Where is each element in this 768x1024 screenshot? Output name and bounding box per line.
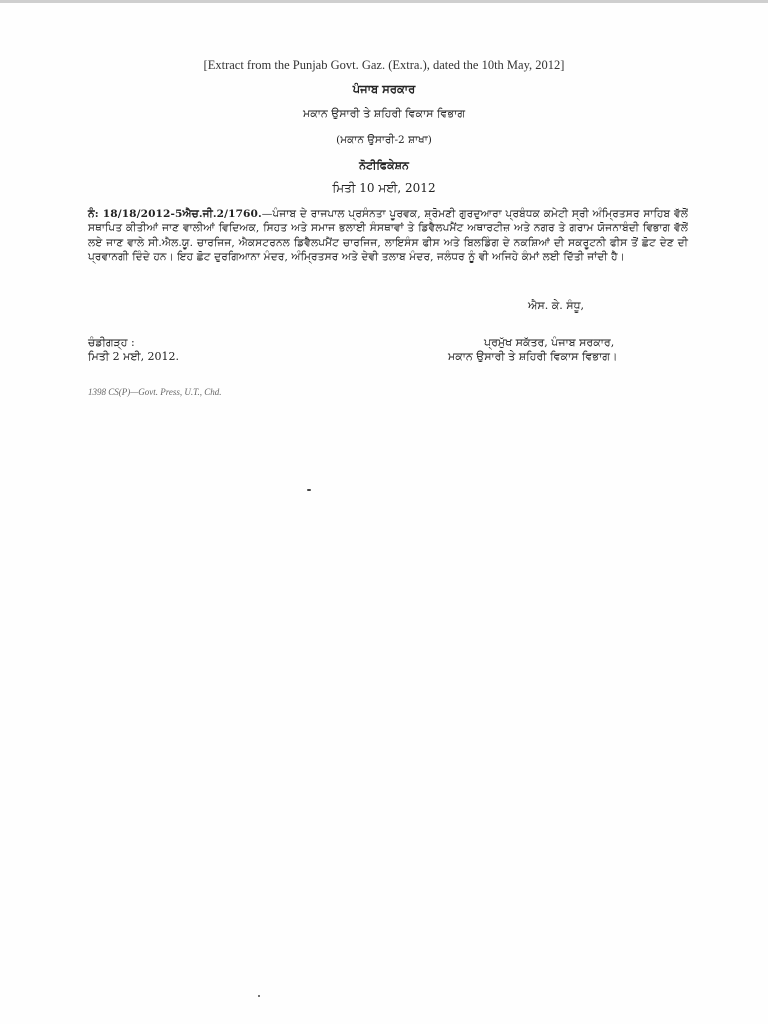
notification-text: —ਪੰਜਾਬ ਦੇ ਰਾਜਪਾਲ ਪ੍ਰਸੰਨਤਾ ਪੂਰਵਕ, ਸ਼੍ਰੋਮਣੀ ਗੁਰਦੁਆਰਾ ਪ੍ਰਬੰਧਕ ਕਮੇਟੀ ਸ੍ਰੀ ਅੰਮ੍ਰਿਤਸਰ ਸਾਹਿਬ ਵੱਲੋਂ ਸਥਾਪਿਤ ਕੀਤੀਆਂ ਜਾਣ ਵਾਲੀਆਂ ਵਿਦਿਅਕ, ਸਿਹਤ ਅਤੇ ਸਮਾਜ ਭਲਾਈ ਸੰਸਥਾਵਾਂ ਤੇ ਡਿਵੈਲਪਮੈਂਟ ਅਥਾਰਟੀਜ਼ ਅਤੇ ਨਗਰ ਤੇ ਗਰਾਮ ਯੋਜਨਾਬੰਦੀ ਵਿਭਾਗ ਵੱਲੋਂ ਲਏ ਜਾਣ ਵਾਲੇ ਸੀ.ਐਲ.ਯੂ. ਚਾਰਜਿਜ, ਐਕਸਟਰਨਲ ਡਿਵੈਲਪਮੈਂਟ ਚਾਰਜਿਜ, ਲਾਇਸੰਸ ਫੀਸ ਅਤੇ ਬਿਲਡਿੰਗ ਦੇ ਨਕਸ਼ਿਆਂ ਦੀ ਸਕਰੂਟਨੀ ਫੀਸ ਤੋਂ ਛੋਟ ਦੇਣ ਦੀ ਪ੍ਰਵਾਨਗੀ ਦਿੰਦੇ ਹਨ। ਇਹ ਛੋਟ ਦੁਰਗਿਆਨਾ ਮੰਦਰ, ਅੰਮ੍ਰਿਤਸਰ ਅਤੇ ਦੇਵੀ ਤਲਾਬ ਮੰਦਰ, ਜਲੰਧਰ ਨੂੰ ਵੀ ਅਜਿਹੇ ਕੰਮਾਂ ਲਈ ਦਿੱਤੀ ਜਾਂਦੀ ਹੈ। [88, 208, 688, 264]
scan-speck [307, 489, 311, 491]
government-heading: ਪੰਜਾਬ ਸਰਕਾਰ [352, 82, 416, 96]
notification-heading: ਨੋਟੀਫਿਕੇਸ਼ਨ [359, 159, 409, 172]
signatory-designation: ਪ੍ਰਮੁੱਖ ਸਕੱਤਰ, ਪੰਜਾਬ ਸਰਕਾਰ, [484, 336, 615, 349]
place-name: ਚੰਡੀਗੜ੍ਹ : [88, 336, 135, 349]
signatory-department: ਮਕਾਨ ਉਸਾਰੀ ਤੇ ਸ਼ਹਿਰੀ ਵਿਕਾਸ ਵਿਭਾਗ। [448, 350, 618, 363]
notification-date: ਮਿਤੀ 10 ਮਈ, 2012 [332, 181, 436, 195]
scan-speck [258, 995, 260, 997]
department-heading: ਮਕਾਨ ਉਸਾਰੀ ਤੇ ਸ਼ਹਿਰੀ ਵਿਕਾਸ ਵਿਭਾਗ [303, 107, 465, 120]
notification-number: ਨੰ: 18/18/2012-5ਐਚ.ਜੀ.2/1760. [88, 208, 262, 220]
gazette-extract-line: [Extract from the Punjab Govt. Gaz. (Extra.), dated the 10th May, 2012] [203, 58, 565, 72]
notification-body [88, 207, 688, 265]
press-imprint: 1398 CS(P)—Govt. Press, U.T., Chd. [88, 387, 222, 397]
scan-edge [0, 0, 768, 3]
signatory-name: ਐਸ. ਕੇ. ਸੰਧੂ, [528, 299, 584, 312]
branch-heading: (ਮਕਾਨ ਉਸਾਰੀ-2 ਸ਼ਾਖਾ) [336, 134, 432, 146]
place-date: ਮਿਤੀ 2 ਮਈ, 2012. [88, 350, 180, 363]
